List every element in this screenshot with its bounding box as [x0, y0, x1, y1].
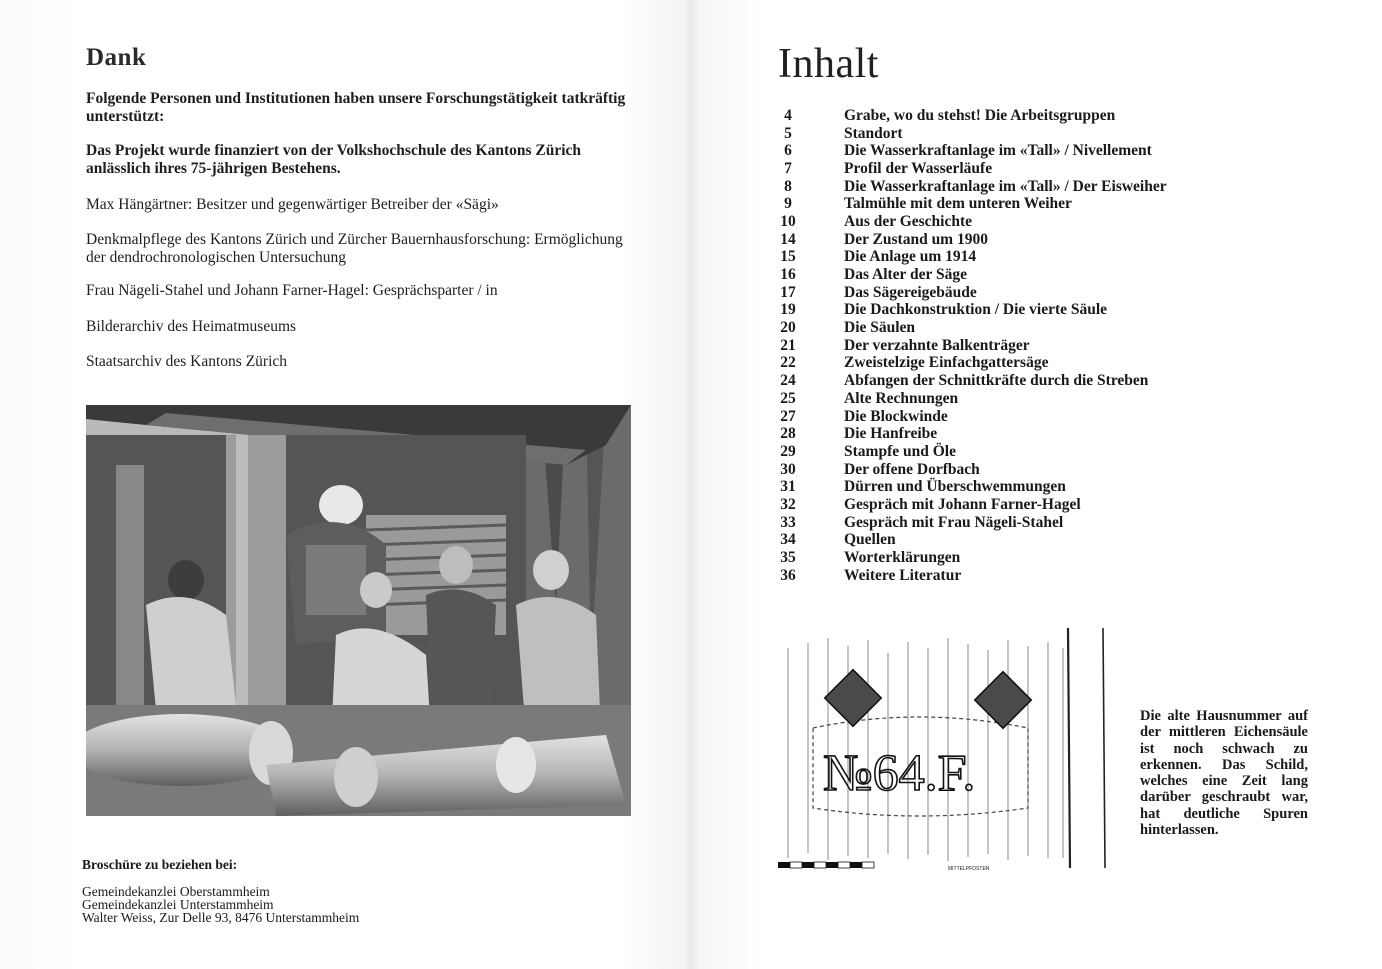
toc-entry-title: Das Sägereigebäude [844, 283, 977, 301]
toc-page-number: 25 [780, 389, 796, 407]
toc-entry[interactable] [772, 249, 1232, 267]
toc-page-number: 8 [784, 177, 792, 195]
toc-entry[interactable] [772, 302, 1232, 320]
toc-entry[interactable] [772, 567, 1232, 585]
toc-entry[interactable] [772, 160, 1232, 178]
toc-entry[interactable] [772, 514, 1232, 532]
toc-page-number: 24 [780, 372, 796, 390]
order-address: Gemeindekanzlei Oberstammheim [82, 884, 270, 899]
toc-entry[interactable] [772, 284, 1232, 302]
toc-entry[interactable] [772, 408, 1232, 426]
toc-page-number: 20 [780, 319, 796, 337]
toc-entry-title: Abfangen der Schnittkräfte durch die Streben [844, 372, 1149, 390]
order-heading: Broschüre zu beziehen bei: [82, 857, 238, 872]
toc-page-number: 10 [780, 212, 796, 230]
toc-entry[interactable] [772, 266, 1232, 284]
toc-page-number: 35 [780, 549, 796, 567]
toc-entry-title: Talmühle mit dem unteren Weiher [844, 195, 1072, 213]
toc-entry[interactable] [772, 478, 1232, 496]
acknowledgement-item: Denkmalpflege des Kantons Zürich und Zürcher Bauernhausforschung: Ermöglichung der dendrochronologischen Untersuchung [86, 231, 623, 266]
toc-page-number: 29 [780, 442, 796, 460]
toc-entry-title: Gespräch mit Johann Farner-Hagel [844, 495, 1081, 513]
toc-page-number: 34 [780, 531, 796, 549]
toc-entry[interactable] [772, 337, 1232, 355]
toc-entry-title: Die Hanfreibe [844, 425, 938, 443]
toc-entry-title: Die Dachkonstruktion / Die vierte Säule [844, 301, 1108, 319]
toc-entry[interactable] [772, 372, 1232, 390]
toc-entry[interactable] [772, 496, 1232, 514]
toc-entry-title: Zweistelzige Einfachgattersäge [844, 354, 1049, 372]
toc-entry[interactable] [772, 178, 1232, 196]
toc-entry[interactable] [772, 107, 1232, 125]
toc-entry-title: Die Anlage um 1914 [844, 248, 977, 266]
toc-entry[interactable] [772, 195, 1232, 213]
toc-page-number: 4 [784, 106, 792, 124]
page-title-inhalt: Inhalt [778, 41, 879, 87]
order-address: Walter Weiss, Zur Delle 93, 8476 Unterstammheim [82, 910, 360, 925]
toc-entry-title: Der offene Dorfbach [844, 460, 980, 478]
toc-entry-title: Worterklärungen [844, 549, 961, 567]
toc-entry-title: Der Zustand um 1900 [844, 230, 988, 248]
toc-entry[interactable] [772, 125, 1232, 143]
acknowledgement-item: Frau Nägeli-Stahel und Johann Farner-Hagel: Gesprächsparter / in [86, 282, 498, 299]
toc-page-number: 27 [780, 407, 796, 425]
toc-entry[interactable] [772, 319, 1232, 337]
toc-entry-title: Die Wasserkraftanlage im «Tall» / Der Eisweiher [844, 177, 1167, 195]
toc-entry-title: Dürren und Überschwemmungen [844, 478, 1066, 496]
page-title-dank: Dank [86, 44, 147, 71]
toc-entry-title: Das Alter der Säge [844, 266, 967, 284]
house-number-inscription: №64.F. [823, 745, 976, 802]
toc-page-number: 31 [780, 478, 796, 496]
sketch-caption: Die alte Hausnummer auf der mittleren Eichensäule ist noch schwach zu erkennen. Das Schild, welches eine Zeit lang darüber geschraubt war, hat deutliche Spuren hinterlassen. [1140, 708, 1308, 839]
toc-entry[interactable] [772, 142, 1232, 160]
toc-entry-title: Quellen [844, 531, 896, 549]
toc-entry[interactable] [772, 213, 1232, 231]
toc-page-number: 33 [780, 513, 796, 531]
acknowledgement-item: Max Hängärtner: Besitzer und gegenwärtiger Betreiber der «Sägi» [86, 196, 499, 213]
order-address-list [82, 885, 359, 924]
toc-page-number: 19 [780, 301, 796, 319]
table-of-contents [772, 107, 1232, 585]
right-page [692, 0, 1382, 969]
toc-page-number: 21 [780, 336, 796, 354]
toc-page-number: 17 [780, 283, 796, 301]
acknowledgement-item: Bilderarchiv des Heimatmuseums [86, 318, 297, 335]
toc-page-number: 32 [780, 495, 796, 513]
toc-entry-title: Gespräch mit Frau Nägeli-Stahel [844, 513, 1064, 531]
toc-page-number: 14 [780, 230, 796, 248]
toc-entry-title: Stampfe und Öle [844, 442, 956, 460]
toc-entry[interactable] [772, 355, 1232, 373]
toc-page-number: 16 [780, 266, 796, 284]
toc-entry[interactable] [772, 549, 1232, 567]
toc-entry-title: Die Wasserkraftanlage im «Tall» / Nivellement [844, 142, 1152, 160]
toc-entry-title: Standort [844, 124, 903, 142]
order-address: Gemeindekanzlei Unterstammheim [82, 897, 274, 912]
toc-entry[interactable] [772, 231, 1232, 249]
acknowledgement-item: Staatsarchiv des Kantons Zürich [86, 353, 288, 370]
toc-page-number: 5 [784, 124, 792, 142]
sawmill-workers-photo [86, 405, 631, 816]
toc-entry-title: Die Säulen [844, 319, 916, 337]
toc-page-number: 30 [780, 460, 796, 478]
toc-entry[interactable] [772, 461, 1232, 479]
toc-entry-title: Der verzahnte Balkenträger [844, 336, 1030, 354]
toc-entry[interactable] [772, 390, 1232, 408]
toc-entry-title: Grabe, wo du stehst! Die Arbeitsgruppen [844, 106, 1116, 124]
toc-entry-title: Aus der Geschichte [844, 212, 973, 230]
left-page [0, 0, 690, 969]
toc-entry-title: Profil der Wasserläufe [844, 159, 993, 177]
toc-entry[interactable] [772, 443, 1232, 461]
toc-entry[interactable] [772, 425, 1232, 443]
toc-entry-title: Die Blockwinde [844, 407, 948, 425]
sketch-label: MITTELPFOSTEN [948, 866, 990, 872]
toc-entry-title: Alte Rechnungen [844, 389, 959, 407]
toc-page-number: 15 [780, 248, 796, 266]
toc-page-number: 7 [784, 159, 792, 177]
house-number-sketch [778, 628, 1124, 882]
toc-page-number: 9 [784, 195, 792, 213]
toc-page-number: 22 [780, 354, 796, 372]
toc-page-number: 36 [780, 566, 796, 584]
toc-page-number: 28 [780, 425, 796, 443]
toc-page-number: 6 [784, 142, 792, 160]
toc-entry[interactable] [772, 532, 1232, 550]
acknowledgement-item: Das Projekt wurde finanziert von der Volkshochschule des Kantons Zürich anlässlich ihres 75-jährigen Bestehens. [86, 142, 582, 177]
toc-entry-title: Weitere Literatur [844, 566, 962, 584]
acknowledgement-intro: Folgende Personen und Institutionen haben unsere Forschungstätigkeit tatkräftig unterstützt: [86, 90, 626, 125]
